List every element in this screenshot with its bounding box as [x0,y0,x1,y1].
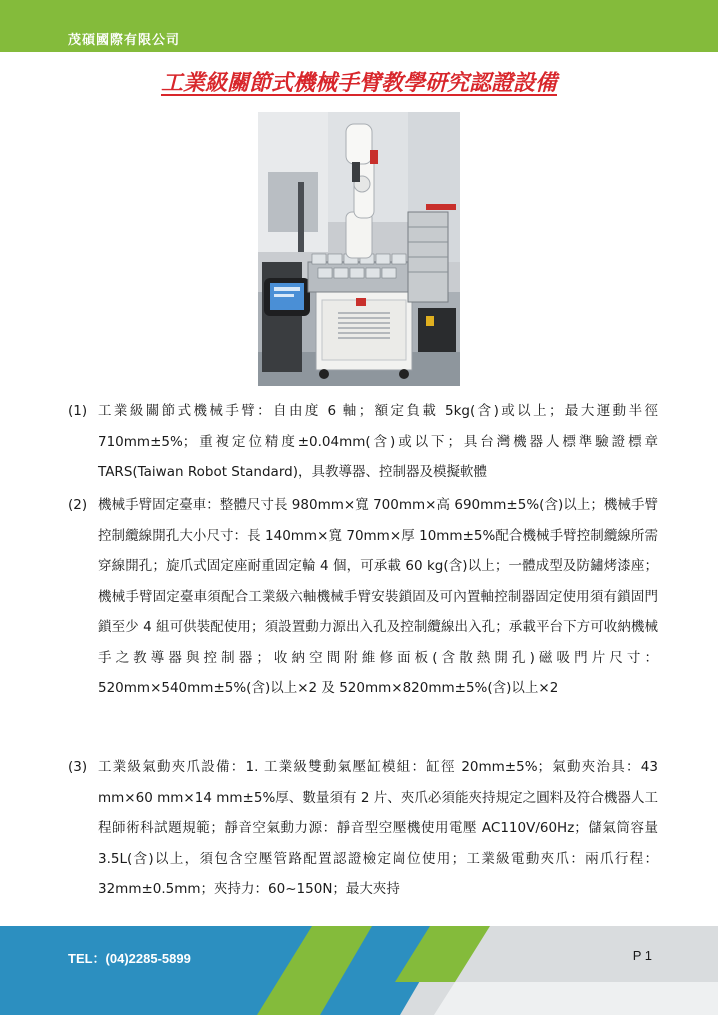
item-text: 工業級關節式機械手臂：自由度 6 軸；額定負載 5kg(含)或以上；最大運動半徑 710mm±5%；重複定位精度±0.04mm(含)或以下；具台灣機器人標準驗證標章 TARS(Taiwan Robot Standard)，具教導器、控制器及模擬軟體 [98,403,658,480]
robot-arm-illustration [258,112,460,386]
footer-telephone: TEL：(04)2285-5899 [68,951,191,966]
item-text: 工業級氣動夾爪設備：1. 工業級雙動氣壓缸模組：缸徑 20mm±5%；氣動夾治具：43 mm×60 mm×14 mm±5%厚、數量須有 2 片、夾爪必須能夾持規定之圓料及符合機器人工程師術科試題規範；靜音空氣動力源：靜音型空壓機使用電壓 AC110V/60Hz；儲氣筒容量 3.5L(含)以上，須包含空壓管路配置認證檢定崗位使用；工業級電動夾爪：兩爪行程：32mm±0.5mm；夾持力：60~150N；最大夾持 [98,759,658,897]
page-number: P 1 [632,948,652,963]
item-number: (2) [68,497,88,513]
item-text: 機械手臂固定臺車：整體尺寸長 980mm×寬 700mm×高 690mm±5%(含)以上；機械手臂控制纜線開孔大小尺寸：長 140mm×寬 70mm×厚 10mm±5%配合機械手臂控制纜線所需穿線開孔；旋爪式固定座耐重固定輪 4 個，可承載 60 kg(含)以上；一體成型及防鏽烤漆座；機械手臂固定臺車須配合工業級六軸機械手臂安裝鎖固及可內置軸控制器固定使用須有鎖固門鎖至少 4 組可供裝配使用；須設置動力源出入孔及控制纜線出入孔；承載平台下方可收納機械手之教導器與控制器；收納空間附維修面板(含散熱開孔)磁吸門片尺寸：520mm×540mm±5%(含)以上×2 及 520mm×820mm±5%(含)以上×2 [98,497,658,696]
item-number: (1) [68,403,88,419]
footer-band [0,926,718,1015]
product-photo [258,112,460,386]
item-number: (3) [68,759,88,775]
document-title: 工業級關節式機械手臂教學研究認證設備 [160,71,557,96]
company-name: 茂碩國際有限公司 [68,33,181,48]
